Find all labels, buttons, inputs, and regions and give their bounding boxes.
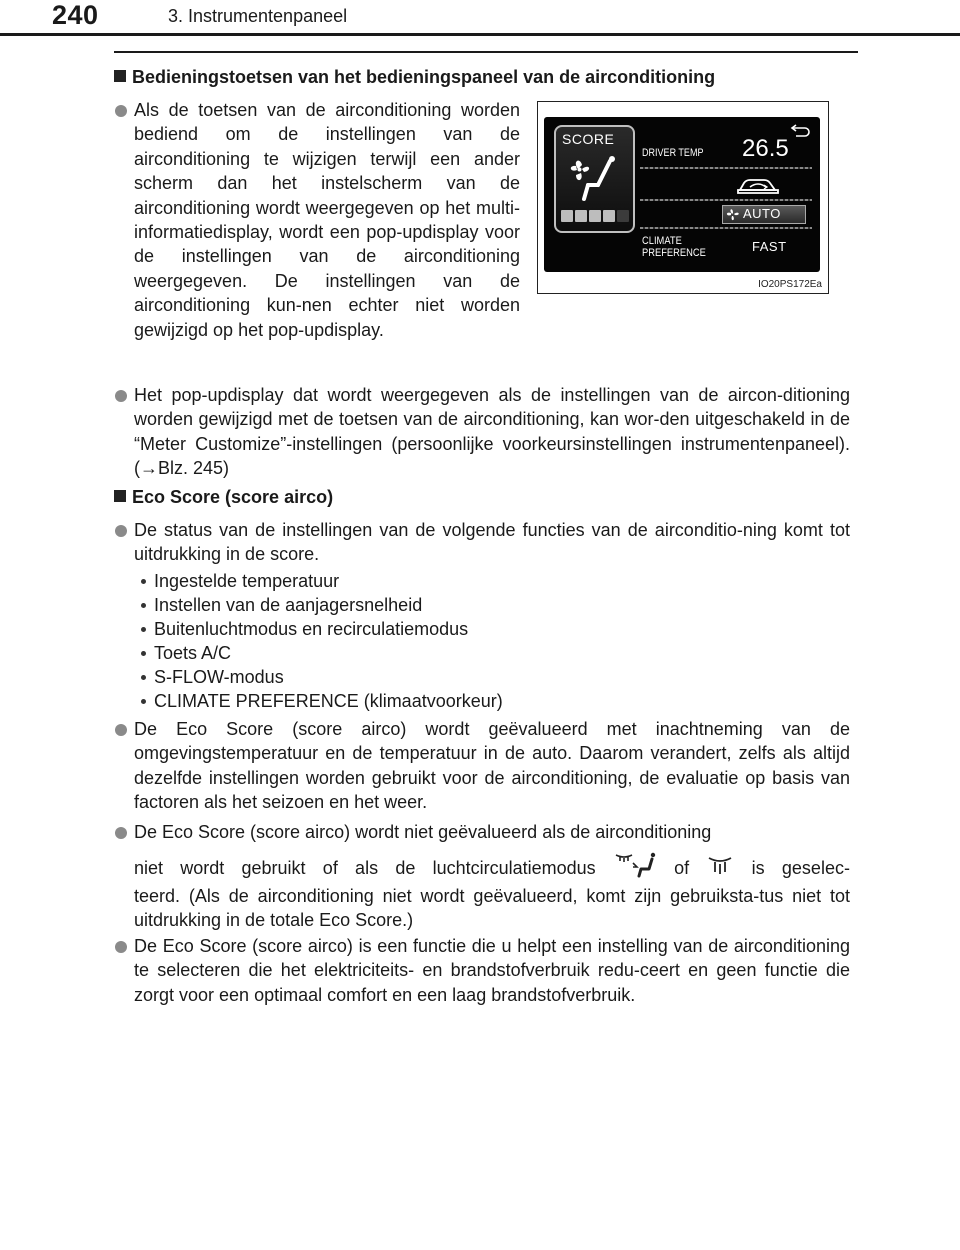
bullet-dot-icon (115, 105, 127, 117)
score-bar (603, 210, 615, 222)
square-bullet-icon (114, 70, 126, 82)
climate-preference-label: CLIMATE PREFERENCE (642, 235, 706, 259)
auto-mode-indicator (722, 205, 806, 224)
back-arrow-icon (790, 123, 812, 137)
score-bar (589, 210, 601, 222)
bullet-dot-icon (115, 525, 127, 537)
bullet-dot-icon (115, 827, 127, 839)
list-item: Toets A/C (154, 641, 231, 665)
windshield-defrost-icon (706, 854, 734, 878)
temperature-value: 26.5 (742, 135, 789, 162)
fan-icon (725, 207, 741, 222)
aircon-display-figure (537, 101, 829, 294)
list-item: CLIMATE PREFERENCE (klimaatvoorkeur) (154, 689, 503, 713)
auto-label: AUTO (743, 206, 781, 221)
bullet-dot-icon (115, 390, 127, 402)
score-bar (561, 210, 573, 222)
car-recirculation-icon (736, 175, 780, 197)
score-bars (561, 209, 631, 227)
bullet-dot-icon (115, 941, 127, 953)
divider-line (640, 167, 812, 169)
section-heading-eco-score: Eco Score (score airco) (114, 487, 333, 508)
foot-windshield-mode-icon (613, 852, 657, 878)
page-number: 240 (52, 0, 99, 30)
divider-line (640, 199, 812, 201)
bullet-eco-function: De Eco Score (score airco) is een functie die u helpt een instelling van de airconditioning te selecteren die het elektriciteits- en brandstofverbruik redu-ceert en geen functie die zorgt voor een optimaal comfort en een laag brandstofverbruik. (134, 934, 850, 1007)
square-bullet-icon (114, 490, 126, 502)
bullet-not-evaluated-line2: niet wordt gebruikt of als de luchtcirculatiemodus of is geselec- (134, 852, 850, 880)
bullet-evaluation: De Eco Score (score airco) wordt geëvalueerd met inachtneming van de omgevingstemperatuur en de temperatuur in de auto. Daarom verandert, zelfs als altijd dezelfde instellingen worden gebruikt voor de airconditioning, de evaluatie op basis van factoren als het seizoen en het weer. (134, 717, 850, 815)
bullet-not-evaluated-rest: teerd. (Als de airconditioning niet wordt geëvalueerd, komt zijn gebruiksta-tus niet tot uitdrukking in de totale Eco Score.) (134, 886, 850, 931)
list-item: S-FLOW-modus (154, 665, 284, 689)
list-item: Ingestelde temperatuur (154, 569, 339, 593)
score-label: SCORE (562, 131, 615, 147)
fast-label: FAST (752, 239, 787, 254)
score-bar (617, 210, 629, 222)
score-bar (575, 210, 587, 222)
fan-seat-icon (566, 155, 620, 205)
chapter-title: 3. Instrumentenpaneel (168, 6, 348, 26)
bullet-meter-customize: Het pop-updisplay dat wordt weergegeven als de instellingen van de aircon-ditioning worden gewijzigd met de toetsen van de airconditioning, kan wor-den uitgeschakeld in de “Meter Customize”-instellingen (persoonlijke voorkeursinstellingen instrumentenpaneel). (→Blz. 245) (134, 383, 850, 481)
list-item: Buitenluchtmodus en recirculatiemodus (154, 617, 468, 641)
bullet-popup-display: Als de toetsen van de airconditioning worden bediend om de instellingen van de airconditioning te wijzigen terwijl een ander scherm dan het instelscherm van de airconditioning wordt weergegeven op het multi-informatiedisplay, wordt een pop-updisplay voor de instellingen van de airconditioning weergegeven. De instellingen van de airconditioning kun-nen echter niet worden gewijzigd op het pop-updisplay. (134, 98, 520, 342)
driver-temp-label: DRIVER TEMP (642, 147, 704, 159)
divider-line (640, 227, 812, 229)
list-item: Instellen van de aanjagersnelheid (154, 593, 422, 617)
bullet-dot-icon (115, 724, 127, 736)
score-panel (554, 125, 635, 233)
section-heading-controls: Bedieningstoetsen van het bedieningspaneel van de airconditioning (114, 67, 715, 88)
header-rule (0, 33, 960, 36)
section-rule (114, 51, 858, 53)
multi-info-display (544, 117, 820, 272)
figure-code: IO20PS172Ea (758, 279, 822, 290)
bullet-score-status: De status van de instellingen van de volgende functies van de airconditio-ning komt tot uitdrukking in de score. (134, 518, 850, 567)
bullet-not-evaluated: De Eco Score (score airco) wordt niet geëvalueerd als de airconditioning (134, 820, 850, 844)
page-header (0, 0, 960, 40)
